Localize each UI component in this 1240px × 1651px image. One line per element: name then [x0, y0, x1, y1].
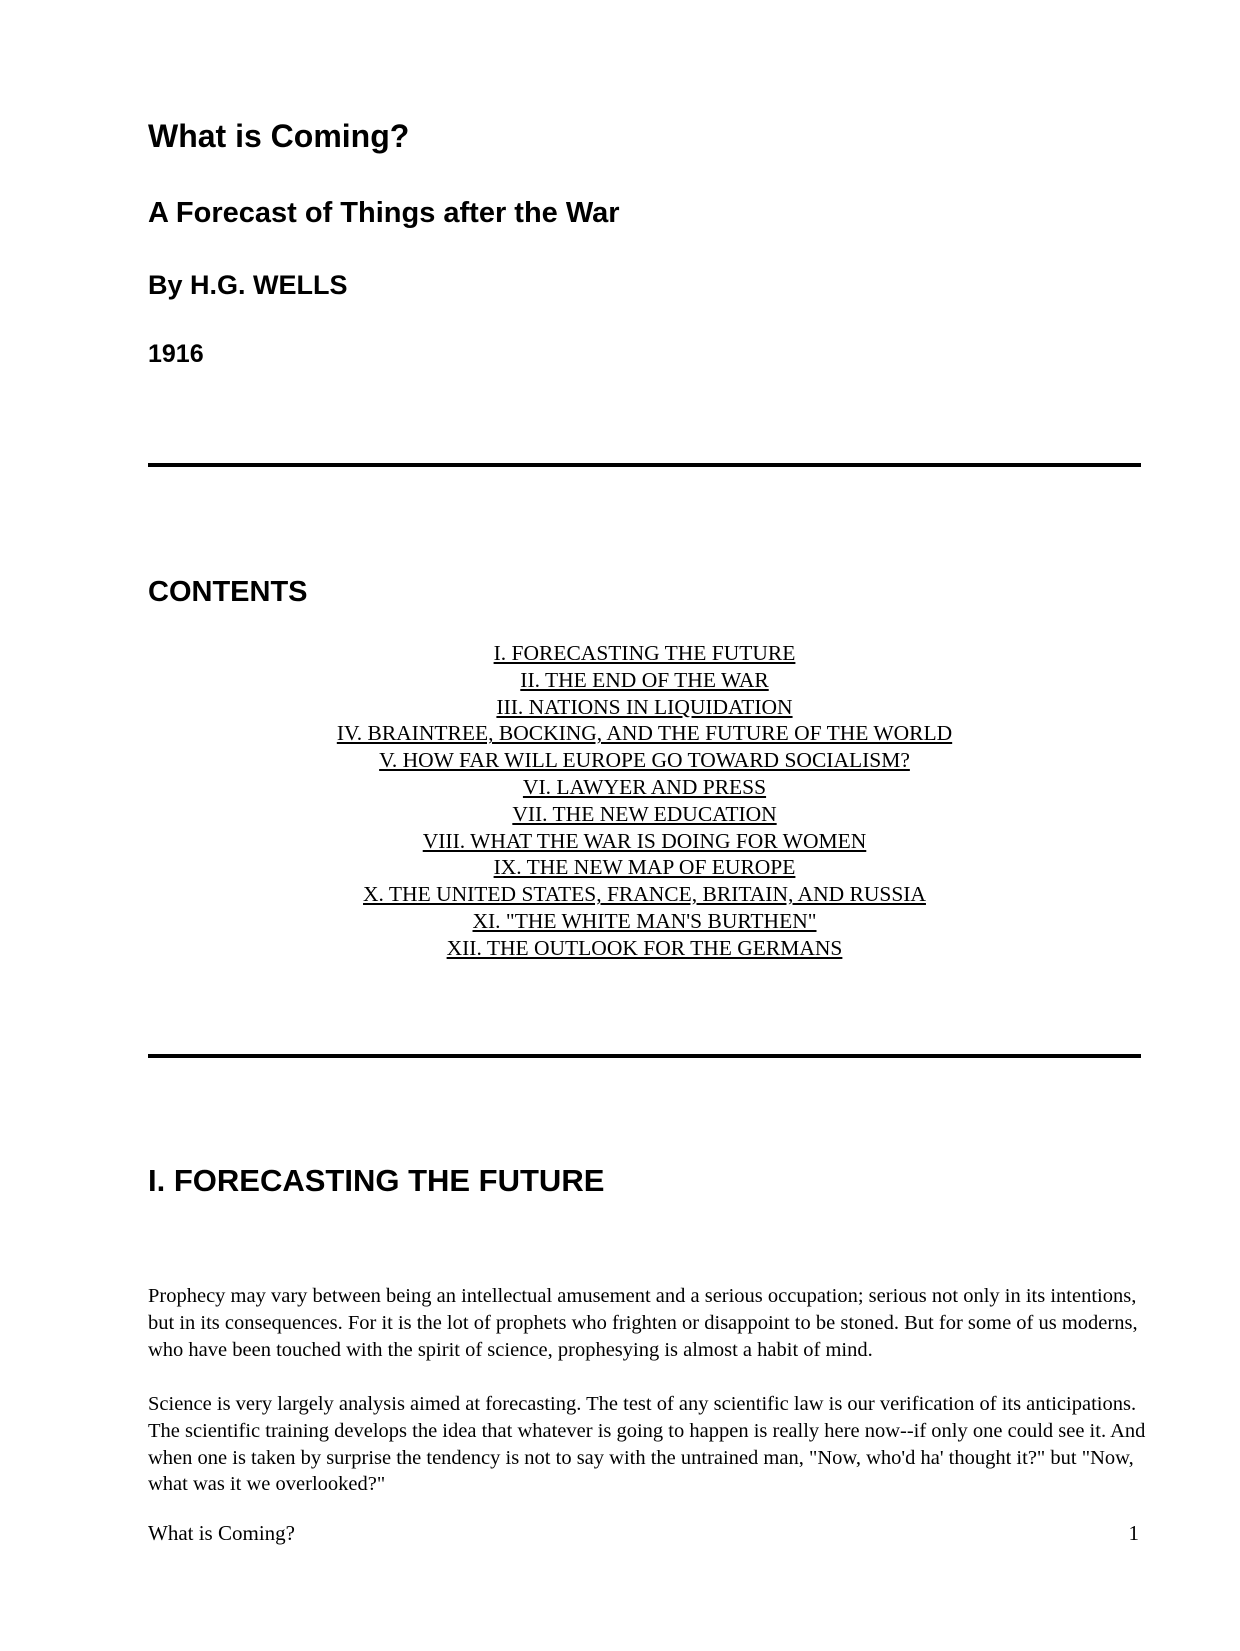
- toc-link-chapter-8[interactable]: VIII. WHAT THE WAR IS DOING FOR WOMEN: [422, 828, 867, 853]
- toc-item: [148, 774, 1141, 801]
- chapter-paragraph: Science is very largely analysis aimed at forecasting. The test of any scientific law is our verification of its anticipations. The scientific training develops the idea that whatever is going to happen is really here now--if only one could see it. And when one is taken by surprise the tendency is not to say with the untrained man, "Now, who'd ha' thought it?" but "Now, what was it we overlooked?": [148, 1393, 1146, 1496]
- horizontal-divider: [148, 463, 1141, 467]
- chapter-heading: I. FORECASTING THE FUTURE: [148, 1163, 605, 1198]
- page-number: 1: [1128, 1521, 1139, 1545]
- horizontal-divider: [148, 1054, 1141, 1058]
- toc-link-chapter-5[interactable]: V. HOW FAR WILL EUROPE GO TOWARD SOCIALISM?: [379, 748, 910, 773]
- toc-item: [148, 694, 1141, 721]
- toc-link-chapter-9[interactable]: IX. THE NEW MAP OF EUROPE: [493, 855, 796, 880]
- toc-link-chapter-7[interactable]: VII. THE NEW EDUCATION: [512, 801, 777, 826]
- toc-item: [148, 667, 1141, 694]
- toc-link-chapter-3[interactable]: III. NATIONS IN LIQUIDATION: [496, 694, 793, 719]
- document-year: 1916: [148, 340, 204, 368]
- contents-heading: CONTENTS: [148, 576, 308, 608]
- toc-link-chapter-6[interactable]: VI. LAWYER AND PRESS: [522, 774, 767, 799]
- toc-link-chapter-1[interactable]: I. FORECASTING THE FUTURE: [493, 641, 796, 665]
- table-of-contents: [148, 640, 1141, 962]
- toc-item: [148, 747, 1141, 774]
- toc-item: [148, 908, 1141, 935]
- toc-item: [148, 720, 1141, 747]
- toc-item: [148, 881, 1141, 908]
- toc-link-chapter-2[interactable]: II. THE END OF THE WAR: [520, 667, 769, 692]
- toc-item: [148, 640, 1141, 667]
- toc-item: [148, 854, 1141, 881]
- document-title: What is Coming?: [148, 118, 410, 154]
- document-author: By H.G. WELLS: [148, 270, 348, 300]
- toc-link-chapter-4[interactable]: IV. BRAINTREE, BOCKING, AND THE FUTURE OF THE WORLD: [336, 721, 953, 746]
- toc-item: [148, 935, 1141, 962]
- toc-item: [148, 828, 1141, 855]
- toc-link-chapter-12[interactable]: XII. THE OUTLOOK FOR THE GERMANS: [446, 935, 843, 960]
- toc-link-chapter-10[interactable]: X. THE UNITED STATES, FRANCE, BRITAIN, AND RUSSIA: [363, 882, 926, 907]
- chapter-paragraph: Prophecy may vary between being an intellectual amusement and a serious occupation; serious not only in its intentions, but in its consequences. For it is the lot of prophets who frighten or disappoint to be stoned. But for some of us moderns, who have been touched with the spirit of science, prophesying is almost a habit of mind.: [148, 1285, 1138, 1361]
- document-subtitle: A Forecast of Things after the War: [148, 197, 620, 229]
- footer-title: What is Coming?: [148, 1521, 295, 1545]
- toc-link-chapter-11[interactable]: XI. "THE WHITE MAN'S BURTHEN": [472, 908, 817, 933]
- toc-item: [148, 801, 1141, 828]
